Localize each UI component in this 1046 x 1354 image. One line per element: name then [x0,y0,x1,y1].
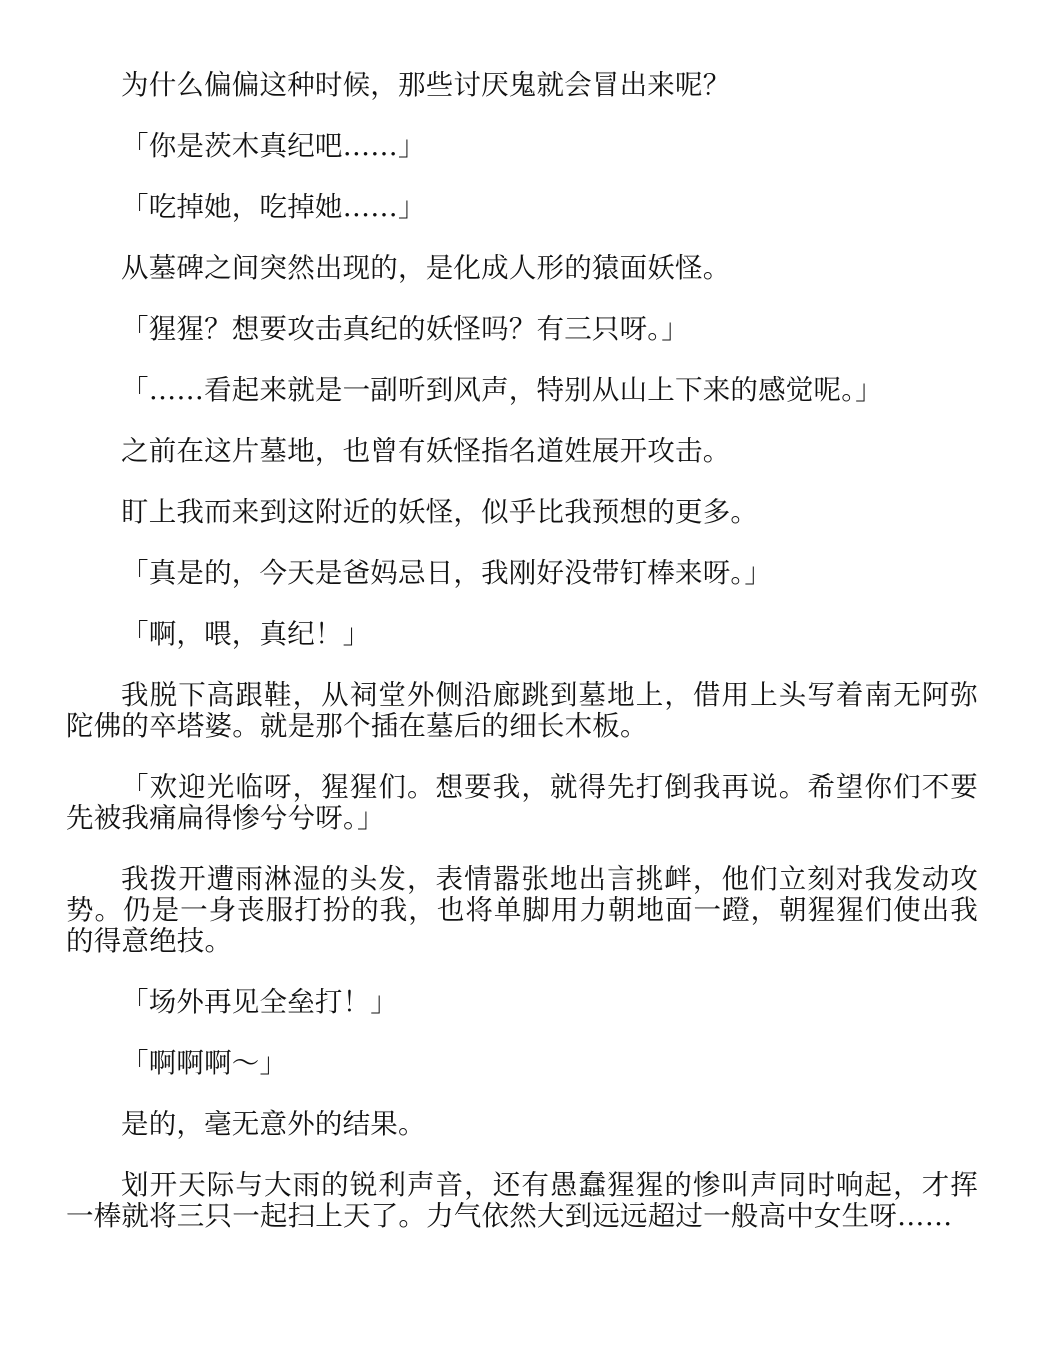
dialogue-line: 「你是茨木真纪吧……」 [121,130,426,162]
dialogue-line: 「啊，喂，真纪！」 [121,618,371,650]
paragraph: 我拨开遭雨淋湿的头发，表情嚣张地出言挑衅，他们立刻对我发动攻势。仍是一身丧服打扮的我，也将单脚用力朝地面一蹬，朝猩猩们使出我的得意绝技。 [66,863,978,957]
document-body [66,70,978,1262]
dialogue-line: 「真是的，今天是爸妈忌日，我刚好没带钉棒来呀。」 [121,557,773,589]
paragraph: 为什么偏偏这种时候，那些讨厌鬼就会冒出来呢？ [121,69,731,101]
paragraph: 我脱下高跟鞋，从祠堂外侧沿廊跳到墓地上，借用上头写着南无阿弥陀佛的卒塔婆。就是那个插在墓后的细长木板。 [66,679,978,742]
dialogue-line: 「……看起来就是一副听到风声，特别从山上下来的感觉呢。」 [121,374,883,406]
paragraph: 是的，毫无意外的结果。 [121,1108,426,1140]
dialogue-line: 「啊啊啊～」 [121,1047,288,1079]
dialogue-line: 「吃掉她，吃掉她……」 [121,191,426,223]
paragraph: 盯上我而来到这附近的妖怪，似乎比我预想的更多。 [121,496,759,528]
dialogue-line: 「场外再见全垒打！」 [121,986,398,1018]
paragraph: 从墓碑之间突然出现的，是化成人形的猿面妖怪。 [121,252,731,284]
dialogue-line: 「猩猩？想要攻击真纪的妖怪吗？有三只呀。」 [121,313,689,345]
paragraph: 之前在这片墓地，也曾有妖怪指名道姓展开攻击。 [121,435,731,467]
dialogue-line: 「欢迎光临呀，猩猩们。想要我，就得先打倒我再说。希望你们不要先被我痛扁得惨兮兮呀。」 [66,771,978,834]
paragraph: 划开天际与大雨的锐利声音，还有愚蠢猩猩的惨叫声同时响起，才挥一棒就将三只一起扫上天了。力气依然大到远远超过一般高中女生呀…… [66,1169,978,1232]
